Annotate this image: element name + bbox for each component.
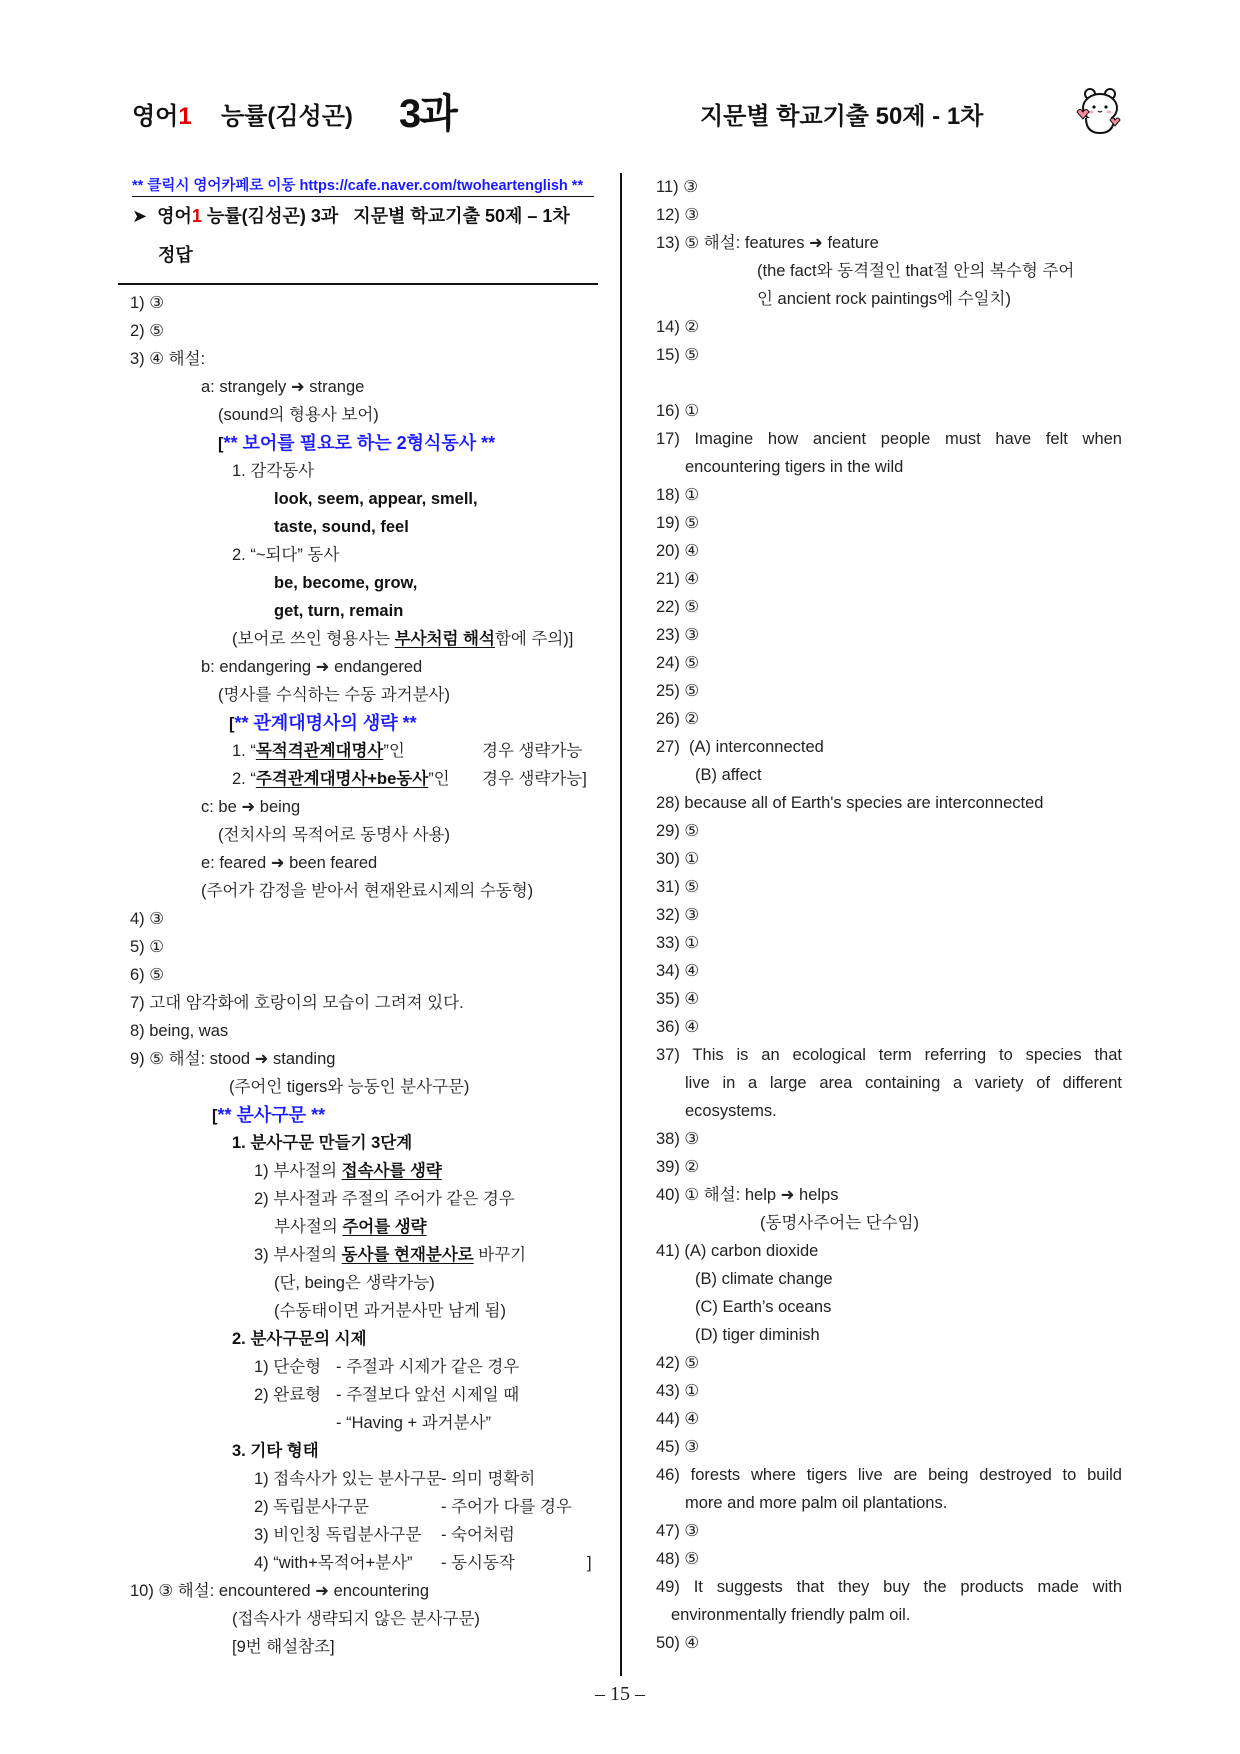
explanation-line: 인 ancient rock paintings에 수일치) <box>757 290 1011 308</box>
text: 4) “with+목적어+분사” <box>254 1554 413 1572</box>
answer-line: 24) ⑤ <box>656 654 700 672</box>
answer-line: 46) forests where tigers live are being destroyed to build <box>656 1466 1122 1484</box>
answer-line: 6) ⑤ <box>130 966 165 984</box>
text: 3) 비인칭 독립분사구문 <box>254 1526 422 1544</box>
explanation-line: (동명사주어는 단수임) <box>760 1214 920 1232</box>
verb-list: look, seem, appear, smell, <box>274 490 478 508</box>
explanation-line: - “Having + 과거분사” <box>336 1414 491 1432</box>
divider-rule <box>118 283 598 285</box>
explanation-line: b: endangering ➜ endangered <box>201 658 423 676</box>
answer-continuation: environmentally friendly palm oil. <box>671 1606 911 1624</box>
answer-line: 4) ③ <box>130 910 165 928</box>
explanation-line: (단, being은 생략가능) <box>274 1274 435 1292</box>
text: 바꾸기 <box>473 1246 527 1264</box>
explanation-line <box>130 1465 600 1493</box>
explanation-line <box>130 1381 600 1409</box>
answers-label: 정답 <box>158 245 193 265</box>
answer-line: 15) ⑤ <box>656 346 700 364</box>
emphasis: 접속사를 생략 <box>341 1162 442 1180</box>
emphasis: 목적격관계대명사 <box>255 742 384 760</box>
answer-line: 45) ③ <box>656 1438 700 1456</box>
explanation-line: (주어인 tigers와 능동인 분사구문) <box>229 1078 470 1096</box>
section-heading: 3. 기타 형태 <box>232 1442 319 1460</box>
explanation-line <box>130 1353 600 1381</box>
text: (보어로 쓰인 형용사는 <box>232 630 395 648</box>
bullet-arrow-icon: ➤ <box>132 206 148 226</box>
answer-line: 43) ① <box>656 1382 700 1400</box>
emphasis: 주격관계대명사+be동사 <box>255 770 429 788</box>
explanation-line: a: strangely ➜ strange <box>201 378 365 396</box>
right-answers-column <box>656 173 1122 1657</box>
grammar-title: ** 관계대명사의 생략 ** <box>234 713 417 733</box>
answer-line: 49) It suggests that they buy the products made with <box>656 1578 1122 1596</box>
answer-line: 8) being, was <box>130 1022 229 1040</box>
answer-line: 34) ④ <box>656 962 700 980</box>
answer-line: 39) ② <box>656 1158 700 1176</box>
answer-continuation: (B) climate change <box>695 1270 833 1288</box>
grammar-title: ** 분사구문 ** <box>217 1105 326 1125</box>
text: 1) 접속사가 있는 분사구문 <box>254 1470 442 1488</box>
page-number: – 15 – <box>595 1683 645 1705</box>
answer-line: 36) ④ <box>656 1018 700 1036</box>
answer-continuation: encountering tigers in the wild <box>685 458 904 476</box>
left-answers-column <box>130 289 600 1661</box>
explanation-line: (명사를 수식하는 수동 과거분사) <box>218 686 450 704</box>
answer-line: 38) ③ <box>656 1130 700 1148</box>
answer-line: 41) (A) carbon dioxide <box>656 1242 819 1260</box>
grammar-box-title <box>130 1101 600 1129</box>
bracket: [ <box>229 715 235 733</box>
grammar-box-title <box>130 429 600 457</box>
text: 1) 부사절의 <box>254 1162 342 1180</box>
header-textbook: 능률(김성곤) <box>221 103 353 130</box>
answer-line: 32) ③ <box>656 906 700 924</box>
cafe-link[interactable]: ** 클릭시 영어카페로 이동 https://cafe.naver.com/twoheartenglish ** <box>132 176 594 197</box>
explanation-line: (the fact와 동격절인 that절 안의 복수형 주어 <box>757 262 1075 280</box>
subject-text: 영어 <box>132 103 179 130</box>
answer-line: 10) ③ 해설: encountered ➜ encountering <box>130 1582 429 1600</box>
answer-line: 7) 고대 암각화에 호랑이의 모습이 그려져 있다. <box>130 994 464 1012</box>
grammar-title: ** 보어를 필요로 하는 2형식동사 ** <box>223 433 496 453</box>
answer-line: 50) ④ <box>656 1634 700 1652</box>
verb-list: taste, sound, feel <box>274 518 409 536</box>
bracket: [ <box>212 1107 218 1125</box>
text: 부사절의 <box>274 1218 343 1236</box>
answer-line: 42) ⑤ <box>656 1354 700 1372</box>
answer-line: 12) ③ <box>656 206 700 224</box>
emphasis: 동사를 현재분사로 <box>341 1246 474 1264</box>
explanation-line: (sound의 형용사 보어) <box>218 406 379 424</box>
emphasis: 주어를 생략 <box>342 1218 427 1236</box>
text: - 주어가 다를 경우 <box>441 1498 572 1516</box>
text: 3) 부사절의 <box>254 1246 342 1264</box>
answer-line: 3) ④ 해설: <box>130 350 206 368</box>
header-subject <box>132 96 192 131</box>
doc-title-rest: 능률(김성곤) 3과 지문별 학교기출 50제 – 1차 <box>201 206 570 226</box>
explanation-line <box>130 1157 600 1185</box>
answer-continuation: (D) tiger diminish <box>695 1326 820 1344</box>
answer-continuation: ecosystems. <box>685 1102 777 1120</box>
explanation-line: e: feared ➜ been feared <box>201 854 378 872</box>
header-series: 지문별 학교기출 50제 - 1차 <box>700 103 984 130</box>
blank-line <box>656 369 1122 397</box>
answer-line: 44) ④ <box>656 1410 700 1428</box>
text: - 주절과 시제가 같은 경우 <box>336 1358 520 1376</box>
explanation-line <box>130 1213 600 1241</box>
answer-line: 19) ⑤ <box>656 514 700 532</box>
answer-line: 28) because all of Earth's species are interconnected <box>656 794 1044 812</box>
answer-line: 23) ③ <box>656 626 700 644</box>
doc-title-num: 1 <box>191 206 202 226</box>
column-divider <box>620 173 622 1676</box>
doc-title <box>132 202 570 228</box>
header-lesson: 3과 <box>399 92 456 136</box>
answer-line: 20) ④ <box>656 542 700 560</box>
answer-line: 9) ⑤ 해설: stood ➜ standing <box>130 1050 336 1068</box>
text: 경우 생략가능] <box>482 770 587 788</box>
answer-line: 33) ① <box>656 934 700 952</box>
text: - 숙어처럼 <box>441 1526 515 1544</box>
bracket: ] <box>587 1554 592 1572</box>
explanation-line <box>130 765 600 793</box>
answer-line: 31) ⑤ <box>656 878 700 896</box>
verb-list: get, turn, remain <box>274 602 404 620</box>
explanation-line: [9번 해설참조] <box>232 1638 335 1656</box>
answer-line: 29) ⑤ <box>656 822 700 840</box>
answer-line: 22) ⑤ <box>656 598 700 616</box>
text: 2. “ <box>232 770 256 788</box>
answer-line: 16) ① <box>656 402 700 420</box>
answer-line: 2) ⑤ <box>130 322 165 340</box>
bear-with-heart-icon <box>1072 86 1126 136</box>
bracket: [ <box>218 435 224 453</box>
text: - 주절보다 앞선 시제일 때 <box>336 1386 520 1404</box>
emphasis: 부사처럼 해석 <box>394 630 495 648</box>
doc-title-subject: 영어 <box>157 206 192 226</box>
grammar-box-title <box>130 709 600 737</box>
explanation-line <box>130 1521 600 1549</box>
explanation-line: (주어가 감정을 받아서 현재완료시제의 수동형) <box>201 882 534 900</box>
explanation-line: c: be ➜ being <box>201 798 301 816</box>
explanation-line: (전치사의 목적어로 동명사 사용) <box>218 826 450 844</box>
text: 1) 단순형 <box>254 1358 322 1376</box>
text: 2) 완료형 <box>254 1386 322 1404</box>
text: ”인 <box>428 770 450 788</box>
explanation-line: (접속사가 생략되지 않은 분사구문) <box>232 1610 480 1628</box>
answer-line: 5) ① <box>130 938 165 956</box>
answer-line: 25) ⑤ <box>656 682 700 700</box>
answer-line: 18) ① <box>656 486 700 504</box>
answer-line: 40) ① 해설: help ➜ helps <box>656 1186 839 1204</box>
explanation-line: (수동태이면 과거분사만 남게 됨) <box>274 1302 506 1320</box>
explanation-line: 2) 부사절과 주절의 주어가 같은 경우 <box>254 1190 515 1208</box>
explanation-line <box>130 1241 600 1269</box>
answer-line: 37) This is an ecological term referring to species that <box>656 1046 1122 1064</box>
subject-number: 1 <box>178 103 192 130</box>
answer-line: 48) ⑤ <box>656 1550 700 1568</box>
answer-continuation: more and more palm oil plantations. <box>685 1494 948 1512</box>
section-heading: 2. 분사구문의 시제 <box>232 1330 367 1348</box>
answer-line: 11) ③ <box>656 178 698 196</box>
text: ”인 <box>383 742 405 760</box>
answer-continuation: (C) Earth’s oceans <box>695 1298 832 1316</box>
text: - 의미 명확히 <box>441 1470 536 1488</box>
text: 2) 독립분사구문 <box>254 1498 369 1516</box>
answer-line: 21) ④ <box>656 570 700 588</box>
answer-line: 17) Imagine how ancient people must have felt when <box>656 430 1122 448</box>
explanation-line: 2. “~되다” 동사 <box>232 546 340 564</box>
explanation-line <box>130 1549 600 1577</box>
answer-line: 1) ③ <box>130 294 165 312</box>
text: 1. “ <box>232 742 256 760</box>
section-heading: 1. 분사구문 만들기 3단계 <box>232 1134 413 1152</box>
answer-continuation: (B) affect <box>695 766 762 784</box>
explanation-line <box>130 737 600 765</box>
verb-list: be, become, grow, <box>274 574 418 592</box>
explanation-line: 1. 감각동사 <box>232 462 315 480</box>
answer-line: 26) ② <box>656 710 700 728</box>
explanation-line <box>130 1493 600 1521</box>
answer-line: 47) ③ <box>656 1522 700 1540</box>
text: - 동시동작 <box>441 1554 515 1572</box>
text: 경우 생략가능 <box>482 742 583 760</box>
explanation-line <box>130 625 600 653</box>
answer-line: 13) ⑤ 해설: features ➜ feature <box>656 234 879 252</box>
answer-line: 27) (A) interconnected <box>656 738 824 756</box>
text: 함에 주의)] <box>494 630 574 648</box>
answer-line: 30) ① <box>656 850 700 868</box>
answer-line: 35) ④ <box>656 990 700 1008</box>
answer-line: 14) ② <box>656 318 700 336</box>
answer-continuation: live in a large area containing a variety of different <box>685 1074 1122 1092</box>
